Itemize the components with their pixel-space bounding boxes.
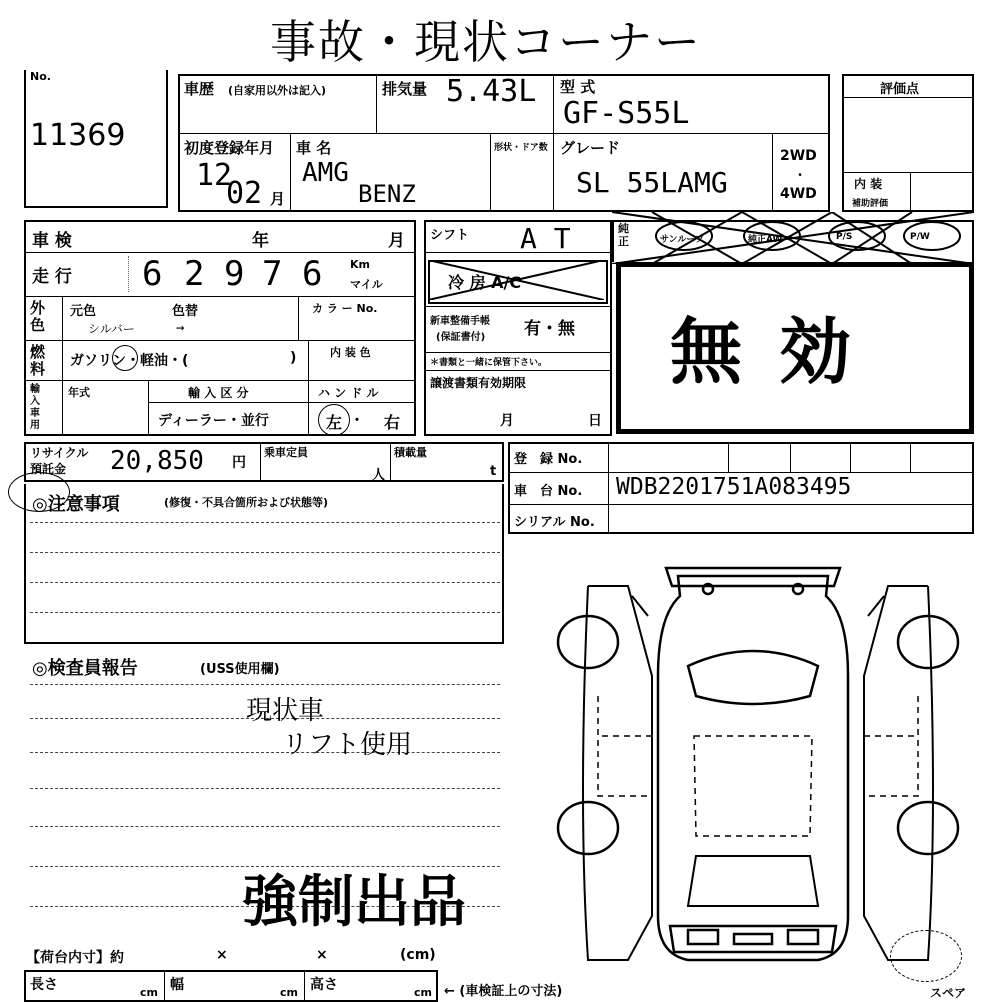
chassis-label: 車 台 No.	[514, 484, 583, 499]
equipment-cross-marks	[612, 212, 974, 264]
displacement-label: 排気量	[382, 80, 428, 98]
recycle-label2: 預託金	[30, 462, 67, 476]
recycle-value: 20,850	[110, 446, 204, 476]
fuel-close: )	[290, 350, 297, 366]
shift-label: シフト	[430, 228, 470, 243]
model-label: 型 式	[560, 78, 596, 96]
first-reg-month: 02	[226, 176, 263, 211]
cargo-label: 【荷台内寸】約	[26, 950, 124, 966]
lot-no-label: No.	[30, 70, 51, 83]
spare-label: スペア	[930, 986, 967, 1000]
displacement-value: 5.43L	[446, 74, 537, 109]
ac-label: 冷 房 A/C	[448, 273, 522, 292]
dims-width-cm: cm	[280, 986, 298, 999]
dims-length-cm: cm	[140, 986, 158, 999]
import-year: 年式	[68, 386, 90, 399]
capacity-unit: 人	[372, 468, 386, 483]
equipment-item-2: 純正AW	[748, 235, 783, 245]
drive-dot: ・	[794, 168, 807, 182]
capacity-label: 乗車定員	[264, 446, 308, 459]
recycle-unit: 円	[232, 455, 246, 471]
inspector-line1: 現状車	[246, 696, 325, 726]
handle-right: 右	[384, 413, 401, 432]
handle-label: ハ ン ド ル	[318, 386, 379, 400]
mileage-digit-3: 9	[224, 254, 245, 294]
cargo-x1: ×	[216, 947, 228, 963]
shift-value: A T	[520, 222, 571, 255]
mileage-digit-5: 6	[302, 254, 323, 294]
dims-box	[24, 970, 438, 1002]
history-sub: (自家用以外は記入)	[228, 84, 327, 97]
exterior-value: シルバー	[88, 322, 135, 336]
import-label: 輸入車用	[30, 384, 40, 431]
shape-label: 形状・ドア数	[494, 143, 548, 153]
handle-sep: ・	[350, 413, 364, 429]
equipment-item-3: P/S	[836, 232, 853, 242]
manual-value: 有・無	[524, 319, 575, 339]
rating-aux: 補助評価	[852, 199, 889, 209]
inspector-sub: (USS使用欄)	[200, 662, 280, 677]
equipment-item-4: P/W	[910, 232, 930, 242]
mileage-unit-km: Km	[350, 258, 370, 271]
inspector-line2: リフト使用	[282, 730, 413, 760]
cargo-unit: (cm)	[400, 947, 436, 963]
transfer-label: 譲渡書類有効期限	[430, 376, 527, 390]
fuel-circle	[112, 345, 138, 371]
registration-label: 登 録 No.	[514, 452, 583, 467]
chassis-value: WDB2201751A083495	[616, 474, 852, 500]
rating-label: 評価点	[880, 82, 920, 97]
handle-circle	[318, 404, 350, 436]
mileage-digit-4: 7	[262, 254, 283, 294]
car-name-line2: BENZ	[358, 180, 416, 208]
grade-value: SL 55LAMG	[576, 166, 728, 199]
equipment-item-1: サンルーフ	[660, 235, 704, 245]
exterior-original: 元色	[70, 304, 97, 319]
model-value: GF-S55L	[563, 96, 690, 131]
inspection-year: 年	[252, 231, 269, 251]
inspection-month: 月	[388, 231, 405, 251]
mileage-label: 走 行	[32, 267, 72, 287]
mileage-digit-1: 6	[142, 254, 163, 294]
rating-interior: 内 装	[854, 177, 883, 191]
exterior-arrow: →	[176, 320, 185, 336]
dims-length: 長さ	[30, 977, 58, 993]
invalid-stamp-text: 無 効	[670, 310, 858, 394]
grade-label: グレード	[560, 139, 621, 157]
notes-box	[24, 484, 504, 644]
serial-label: シリアル No.	[514, 515, 595, 530]
dims-height-cm: cm	[414, 986, 432, 999]
car-name-line1: AMG	[302, 158, 349, 188]
dims-height: 高さ	[310, 977, 338, 993]
inspector-label: ◎検査員報告	[32, 658, 138, 679]
color-no-label: カ ラ ー No.	[312, 302, 378, 315]
notes-sub: (修復・不具合箇所および状態等)	[164, 496, 329, 509]
interior-color-label: 内 装 色	[330, 346, 371, 359]
dims-width: 幅	[170, 977, 184, 993]
cargo-x2: ×	[316, 947, 328, 963]
equipment-label: 純正	[618, 222, 629, 248]
page-title: 事故・現状コーナー	[270, 15, 702, 69]
history-label: 車歴	[184, 80, 215, 98]
first-reg-month-unit: 月	[270, 190, 286, 208]
first-reg-year: 12	[196, 158, 233, 193]
drive-2wd: 2WD	[780, 148, 817, 164]
transfer-day: 日	[588, 413, 602, 429]
lot-number: 11369	[30, 118, 126, 153]
drive-4wd: 4WD	[780, 186, 817, 202]
fuel-label: 燃料	[30, 343, 46, 378]
car-body-diagram	[548, 556, 968, 976]
recycle-label1: リサイクル	[30, 446, 89, 460]
fuel-value: ガソリン・軽油・(	[70, 353, 189, 369]
forced-stamp: 強制出品	[242, 870, 466, 935]
import-kind-value: ディーラー・並行	[158, 413, 269, 429]
mileage-digit-2: 2	[184, 254, 205, 294]
load-label: 積載量	[394, 446, 427, 459]
mileage-unit-mile: マイル	[350, 278, 383, 291]
dims-note: ← (車検証上の寸法)	[444, 984, 563, 999]
exterior-label: 外色	[30, 299, 46, 334]
first-reg-label: 初度登録年月	[184, 139, 275, 157]
manual-label2: (保証書付)	[436, 332, 486, 343]
transfer-month: 月	[500, 413, 514, 429]
load-unit: t	[490, 464, 497, 479]
notes-label: ◎注意事項	[32, 494, 120, 515]
manual-label1: 新車整備手帳	[430, 316, 490, 327]
manual-note: ＊書類と一緒に保管下さい。	[430, 358, 548, 368]
exterior-changed: 色替	[172, 304, 199, 319]
import-kind-label: 輸 入 区 分	[188, 386, 249, 400]
inspection-label: 車 検	[32, 231, 72, 251]
car-name-label: 車 名	[296, 139, 332, 157]
handle-left: 左	[326, 413, 343, 432]
